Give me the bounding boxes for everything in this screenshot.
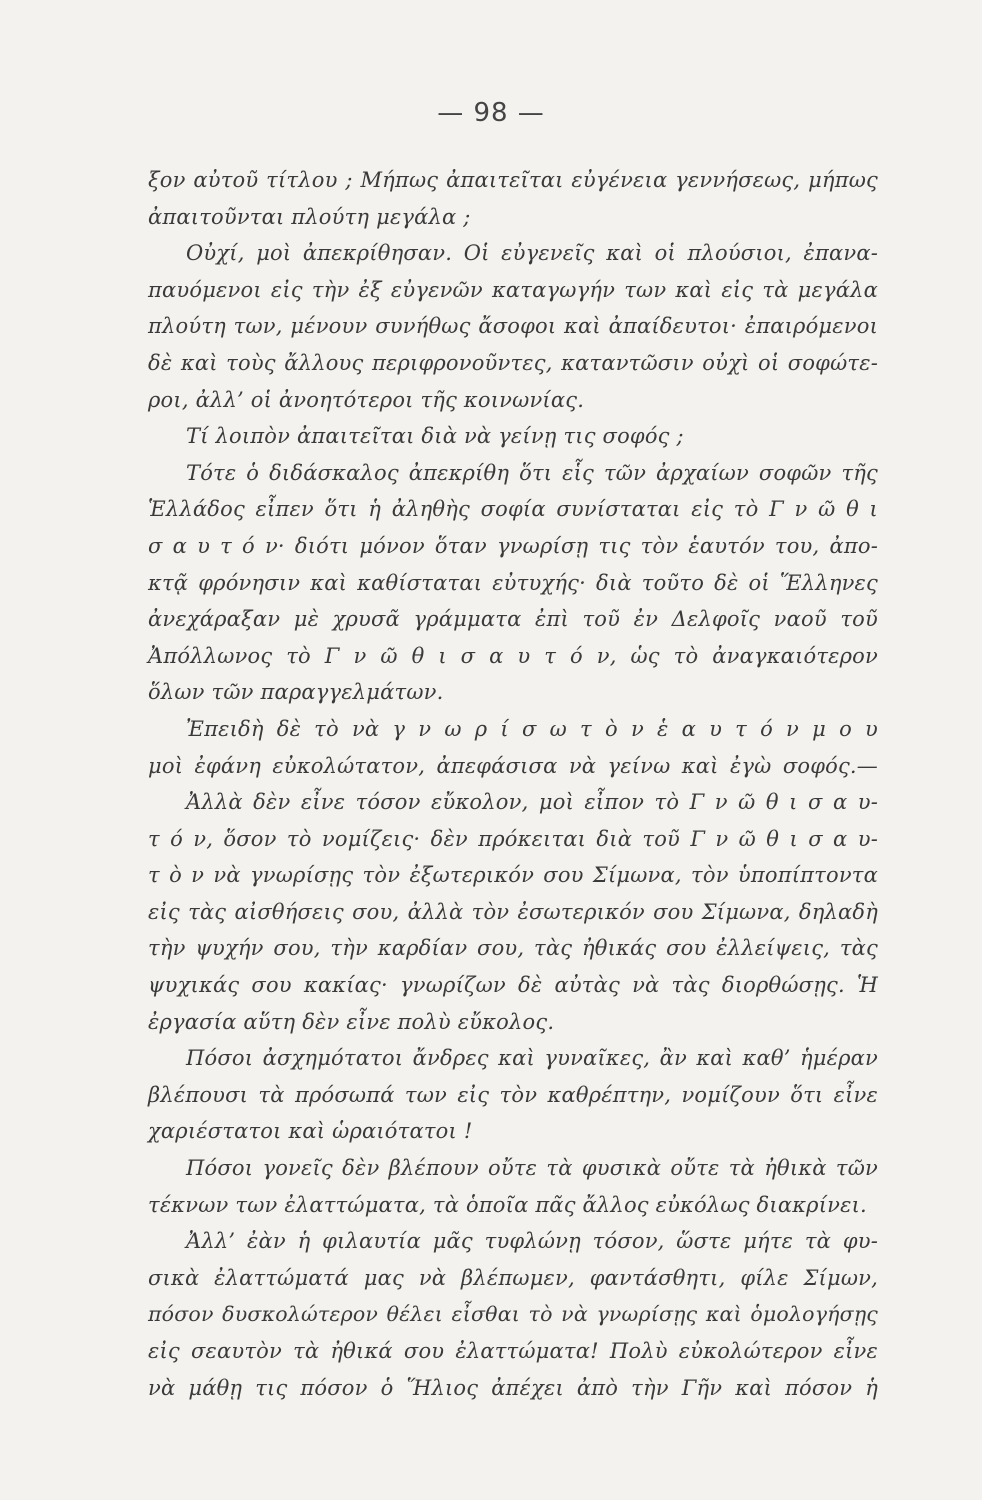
text-line: βλέπουσι τὰ πρόσωπά των εἰς τὸν καθρέπτην, νομίζουν ὅτι εἶνε	[148, 1082, 878, 1107]
text-line: χαριέστατοι καὶ ὡραιότατοι !	[148, 1119, 473, 1144]
text-line: πόσον δυσκολώτερον θέλει εἶσθαι τὸ νὰ γνωρίσῃς καὶ ὁμολογήσῃς	[148, 1302, 878, 1327]
text-line: Ἀλλὰ δὲν εἶνε τόσον εὔκολον, μοὶ εἶπον τὸ Γ ν ῶ θ ι σ α υ-	[186, 790, 878, 815]
text-line: Πόσοι γονεῖς δὲν βλέπουν οὔτε τὰ φυσικὰ οὔτε τὰ ἠθικὰ τῶν	[186, 1156, 878, 1181]
text-line: Ἀλλ’ ἐὰν ἡ φιλαυτία μᾶς τυφλώνῃ τόσον, ὥστε μήτε τὰ φυ-	[186, 1229, 878, 1254]
text-line: ὅλων τῶν παραγγελμάτων.	[148, 680, 444, 705]
text-line: εἰς τὰς αἰσθήσεις σου, ἀλλὰ τὸν ἐσωτερικόν σου Σίμωνα, δηλαδὴ	[148, 899, 878, 924]
text-line: ψυχικάς σου κακίας· γνωρίζων δὲ αὐτὰς νὰ τὰς διορθώσῃς. Ἡ	[148, 973, 878, 998]
text-line: τ ό ν, ὅσον τὸ νομίζεις· δὲν πρόκειται διὰ τοῦ Γ ν ῶ θ ι σ α υ-	[148, 826, 878, 851]
text-line: ἀπαιτοῦνται πλούτη μεγάλα ;	[148, 204, 471, 229]
text-line: κτᾷ φρόνησιν καὶ καθίσταται εὐτυχής· διὰ τοῦτο δὲ οἱ Ἕλληνες	[148, 570, 878, 595]
text-line: τ ὸ ν νὰ γνωρίσῃς τὸν ἐξωτερικόν σου Σίμωνα, τὸν ὑποπίπτοντα	[148, 863, 878, 888]
text-line: μοὶ ἐφάνη εὐκολώτατον, ἀπεφάσισα νὰ γείνω καὶ ἐγὼ σοφός.—	[148, 753, 878, 778]
text-line: παυόμενοι εἰς τὴν ἐξ εὐγενῶν καταγωγήν των καὶ εἰς τὰ μεγάλα	[148, 277, 878, 302]
text-line: Ἐπειδὴ δὲ τὸ νὰ γ ν ω ρ ί σ ω τ ὸ ν ἑ α υ τ ό ν μ ο υ	[186, 716, 878, 741]
text-line: σ α υ τ ό ν· διότι μόνον ὅταν γνωρίσῃ τις τὸν ἑαυτόν του, ἀπο-	[148, 533, 878, 558]
text-line: Ἑλλάδος εἶπεν ὅτι ἡ ἀληθὴς σοφία συνίσταται εἰς τὸ Γ ν ῶ θ ι	[148, 497, 878, 522]
text-line: ροι, ἀλλ’ οἱ ἀνοητότεροι τῆς κοινωνίας.	[148, 387, 585, 412]
text-line: ἐργασία αὕτη δὲν εἶνε πολὺ εὔκολος.	[148, 1009, 555, 1034]
text-line: δὲ καὶ τοὺς ἄλλους περιφρονοῦντες, καταντῶσιν οὐχὶ οἱ σοφώτε-	[148, 350, 878, 375]
text-line: τὴν ψυχήν σου, τὴν καρδίαν σου, τὰς ἠθικάς σου ἐλλείψεις, τὰς	[148, 936, 878, 961]
text-line: Οὐχί, μοὶ ἀπεκρίθησαν. Οἱ εὐγενεῖς καὶ οἱ πλούσιοι, ἐπανα-	[186, 241, 878, 266]
text-line: ξον αὐτοῦ τίτλου ; Μήπως ἀπαιτεῖται εὐγένεια γεννήσεως, μήπως	[148, 168, 878, 192]
text-line: σικὰ ἐλαττώματά μας νὰ βλέπωμεν, φαντάσθητι, φίλε Σίμων,	[148, 1265, 878, 1290]
text-line: εἰς σεαυτὸν τὰ ἠθικά σου ἐλαττώματα! Πολὺ εὐκολώτερον εἶνε	[148, 1339, 878, 1363]
text-line: Τί λοιπὸν ἀπαιτεῖται διὰ νὰ γείνῃ τις σοφός ;	[186, 424, 684, 449]
text-line: νὰ μάθῃ τις πόσον ὁ Ἥλιος ἀπέχει ἀπὸ τὴν Γῆν καὶ πόσον ἡ	[148, 1375, 878, 1400]
body-text	[148, 162, 878, 1406]
text-line: τέκνων των ἐλαττώματα, τὰ ὁποῖα πᾶς ἄλλος εὐκόλως διακρίνει.	[148, 1192, 867, 1217]
text-line: πλούτη των, μένουν συνήθως ἄσοφοι καὶ ἀπαίδευτοι· ἐπαιρόμενοι	[148, 314, 878, 339]
page-number: — 98 —	[437, 98, 545, 128]
text-line: Ἀπόλλωνος τὸ Γ ν ῶ θ ι σ α υ τ ό ν, ὡς τὸ ἀναγκαιότερον	[148, 643, 878, 668]
text-line: ἀνεχάραξαν μὲ χρυσᾶ γράμματα ἐπὶ τοῦ ἐν Δελφοῖς ναοῦ τοῦ	[148, 607, 878, 632]
text-line: Πόσοι ἀσχημότατοι ἄνδρες καὶ γυναῖκες, ἂν καὶ καθ’ ἡμέραν	[186, 1046, 878, 1071]
text-line: Τότε ὁ διδάσκαλος ἀπεκρίθη ὅτι εἷς τῶν ἀρχαίων σοφῶν τῆς	[186, 460, 878, 485]
